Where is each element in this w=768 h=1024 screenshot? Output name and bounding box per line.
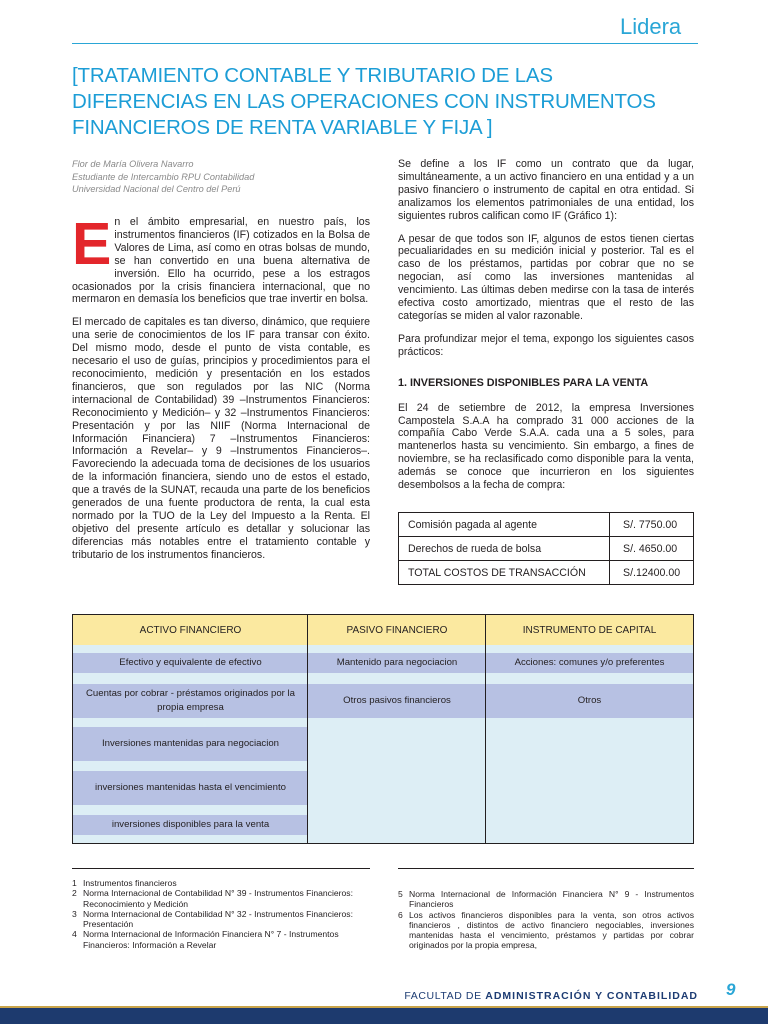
pasivo-item: Mantenido para negociacion [308,653,486,673]
right-column [398,158,694,502]
intro-paragraph [72,211,370,306]
section-heading: 1. INVERSIONES DISPONIBLES PARA LA VENTA [398,376,649,389]
table-row [399,561,694,585]
title-open-bracket: [ [72,64,78,87]
header-divider [72,43,698,44]
activo-item: inversiones mantenidas hasta el vencimiento [73,771,308,805]
faculty-name: ADMINISTRACIÓN Y CONTABILIDAD [485,990,698,1002]
header-activo: ACTIVO FINANCIERO [73,615,308,645]
title-close-bracket: ] [486,116,493,139]
footnote-divider [398,868,694,869]
capital-item: Acciones: comunes y/o preferentes [486,653,693,673]
footnote: 4 Norma Internacional de Información Financiera N° 7 - Instrumentos Financieros: Información a Revelar [72,929,339,950]
table-row [399,513,694,537]
footnote-divider [72,868,370,869]
cost-amount: S/.12400.00 [610,561,694,585]
body-paragraph: El mercado de capitales es tan diverso, dinámico, que requiere una serie de conocimientos de los IF para transar con éxito. Del mismo modo, desde el punto de vista contable, es necesario el uso de guías, principios y procedimientos para el reconocimiento, medición y presentación en los estados financieros, que son regulados por las NIC (Norma internacional de Contabilidad) 39 –Instrumentos Financieros: Reconocimiento y Medición– y 32 –Instrumentos Financieros: Presentación y por las NIIF (Norma Internacional de Información Financiera) 7 –Instrumentos Financieros: Información a Revelar– y 9 –Instrumentos Financieros–. Favoreciendo la adecuada toma de decisiones de los usuarios de la información financiera, siendo uno de estos el estado, que a través de la SUNAT, recauda una parte de los beneficios generados de una fuente productora de renta, la cual esta normado por la TUO de la Ley del Impuesto a la Renta. El objetivo del presente artículo es detallar y solucionar las diferencias más notables entre el tratamiento contable y tributario de los instrumentos financieros. [72,316,370,561]
footnotes-right [398,889,694,951]
title-line-3: FINANCIEROS DE RENTA VARIABLE Y FIJA [72,116,482,139]
financial-instruments-table [72,614,694,844]
cost-label: Comisión pagada al agente [399,513,610,537]
author-block [72,158,372,196]
capital-column [486,645,693,843]
faculty-prefix: FACULTAD DE [404,990,482,1002]
body-paragraph: Para profundizar mejor el tema, expongo los siguientes casos prácticos: [398,332,694,358]
footnote: 5 Norma Internacional de Información Financiera N° 9 - Instrumentos Financieros [398,889,694,910]
pasivo-item: Otros pasivos financieros [308,684,486,718]
pasivo-column [308,645,486,843]
author-role: Estudiante de Intercambio RPU Contabilidad [72,171,255,182]
column-divider [307,615,308,843]
footnote: 3 Norma Internacional de Contabilidad N° 32 - Instrumentos Financieros: Presentación [72,908,353,930]
footer-bar [0,1008,768,1024]
footnotes-left [72,878,372,950]
cost-label: Derechos de rueda de bolsa [399,537,610,561]
body-paragraph: Se define a los IF como un contrato que da lugar, simultáneamente, a un activo financiero en una entidad y a un pasivo financiero o instrumento de capital en otra entidad. Si analizamos los elementos patrimoniales de una entidad, los siguientes rubros califican como IF (Gráfico 1): [398,158,694,222]
title-line-2: DIFERENCIAS EN LAS OPERACIONES CON INSTRUMENTOS [72,90,656,113]
section-label: Lidera [620,14,682,39]
intro-text: n el ámbito empresarial, en nuestro país, los instrumentos financieros (IF) cotizados en la Bolsa de Valores de Lima, así como en otras bolsas de mundo, se han convertido en una buena alternativa de inversión. Ello ha ocurrido, pese a los estragos ocasionados por la crisis financiera internacional, que no mermaron en demasía los beneficios que trae invertir en bolsa. [72,216,370,306]
author-university: Universidad Nacional del Centro del Perú [72,184,241,194]
footnote: 2 Norma Internacional de Contabilidad N° 39 - Instrumentos Financieros: Reconocimiento y Medición [72,888,353,909]
page-number: 9 [726,980,736,999]
title-line-1: TRATAMIENTO CONTABLE Y TRIBUTARIO DE LAS [77,64,553,87]
drop-cap: E [72,211,112,277]
footnote: 6 Los activos financieros disponibles para la venta, son otros activos financieros , distintos de activo financiero negociables, inversiones mantenidas hasta el vencimiento, préstamos y partidas por cobrar originados por la propia empresa, [398,909,694,951]
cost-label: TOTAL COSTOS DE TRANSACCIÓN [399,561,610,585]
cost-amount: S/. 4650.00 [610,537,694,561]
body-paragraph: A pesar de que todos son IF, algunos de estos tienen ciertas pecualiaridades en su medición inicial y posterior. Tal es el caso de los préstamos, partidas por cobrar que no se negocian, así como las inversiones mantenidas al vencimiento. Las últimas deben medirse con la tasa de interés efectiva costo amortizado, mientras que el resto de las categorías se miden al valor razonable. [398,232,694,322]
activo-item: Cuentas por cobrar - préstamos originados por la propia empresa [73,684,308,718]
header-capital: INSTRUMENTO DE CAPITAL [486,615,693,645]
footer-faculty [404,990,698,1002]
article-title [72,63,698,141]
header-pasivo: PASIVO FINANCIERO [308,615,486,645]
transaction-costs-table [398,512,694,585]
activo-item: Efectivo y equivalente de efectivo [73,653,308,673]
body-paragraph: El 24 de setiembre de 2012, la empresa Inversiones Campostela S.A.A ha comprado 31 000 acciones de la compañía Cabo Verde S.A.A. cada una a 5 soles, para mantenerlos hasta su vencimiento. Sin embargo, a fines de noviembre, se ha reclasificado como disponible para la venta, además se conoce que incurrieron en los siguientes desembolsos a la fecha de compra: [398,401,694,492]
activo-item: inversiones disponibles para la venta [73,815,308,835]
capital-item: Otros [486,684,693,718]
activo-item: Inversiones mantenidas para negociacion [73,727,308,761]
footnote: 1 Instrumentos financieros [72,878,177,888]
table-row [399,537,694,561]
author-name: Flor de María Olivera Navarro [72,159,194,169]
column-divider [485,615,486,843]
cost-amount: S/. 7750.00 [610,513,694,537]
left-column [72,211,370,572]
